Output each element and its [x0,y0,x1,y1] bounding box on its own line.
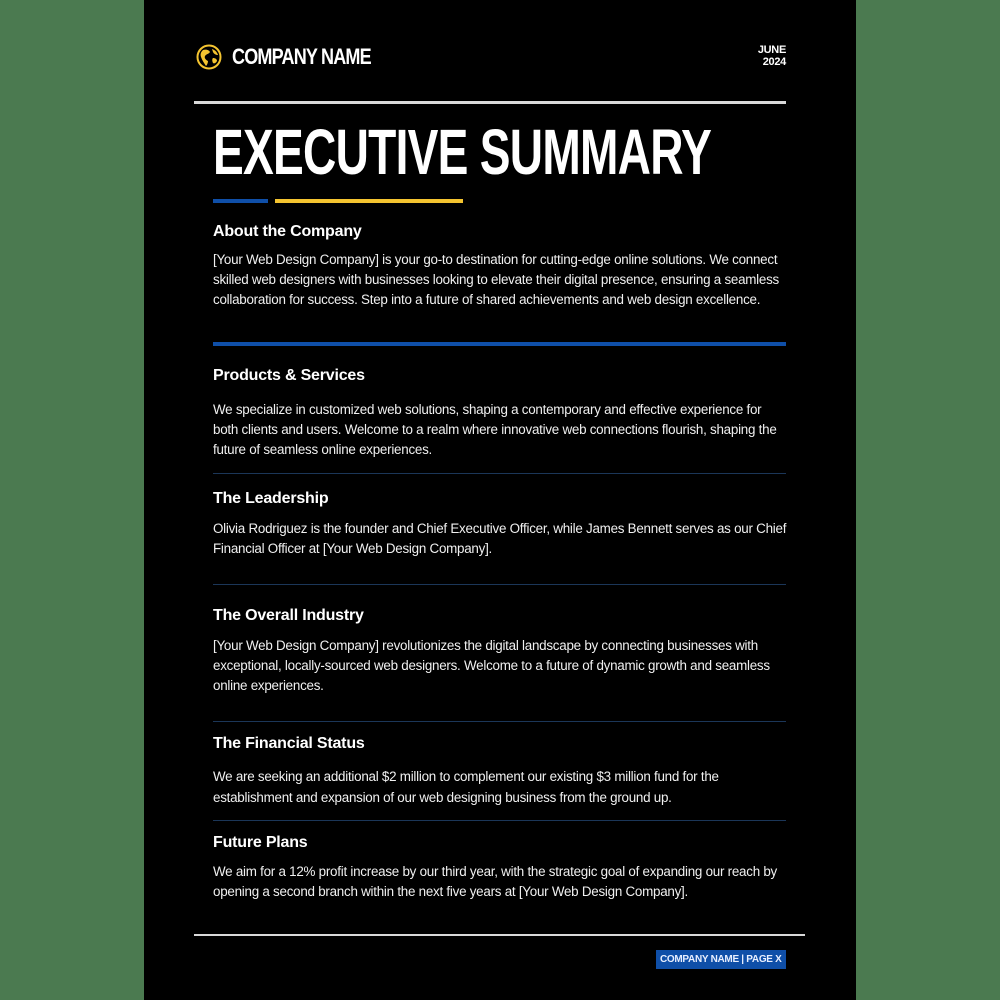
section-overall-industry [213,606,788,696]
footer-page-badge: COMPANY NAME | PAGE X [656,950,786,969]
globe-icon [196,44,222,70]
section-body: [Your Web Design Company] is your go-to destination for cutting-edge online solutions. We connect skilled web designers with businesses looking to elevate their digital presence, ensuring a seamless collaboration for success. Step into a future of shared achievements and web design excellence. [213,252,779,307]
section-products-services [213,366,788,460]
date-year: 2024 [762,56,786,68]
footer-divider [194,934,805,936]
document-page [144,0,856,1000]
header-divider [194,101,786,104]
page-title: EXECUTIVE SUMMARY [213,116,712,188]
report-date [758,44,786,68]
section-body: We specialize in customized web solutions, shaping a contemporary and effective experience for both clients and users. Welcome to a realm where innovative web connections flourish, shaping the future of seamless online experiences. [213,402,777,457]
section-leadership [213,489,788,559]
section-heading: About the Company [213,223,362,240]
section-heading: Products & Services [213,367,365,384]
section-financial-status [213,734,788,808]
section-divider [213,721,786,722]
section-body: [Your Web Design Company] revolutionizes the digital landscape by connecting businesses with exceptional, locally-sourced web designers. Welcome to a future of dynamic growth and seamless online experiences. [213,638,770,693]
section-divider [213,584,786,585]
section-heading: The Financial Status [213,735,365,752]
section-divider [213,473,786,474]
section-heading: The Overall Industry [213,607,364,624]
section-divider [213,342,786,346]
section-future-plans [213,833,788,902]
section-body: We are seeking an additional $2 million to complement our existing $3 million fund for the establishment and expansion of our web designing business from the ground up. [213,769,719,805]
section-divider [213,820,786,821]
date-month: JUNE [757,44,786,56]
section-heading: The Leadership [213,490,329,507]
company-name: COMPANY NAME [232,44,371,69]
section-body: Olivia Rodriguez is the founder and Chief Executive Officer, while James Bennett serves as our Chief Financial Officer at [Your Web Design Company]. [213,521,787,556]
section-heading: Future Plans [213,834,308,851]
section-body: We aim for a 12% profit increase by our third year, with the strategic goal of expanding our reach by opening a second branch within the next five years at [Your Web Design Company]. [213,864,778,899]
title-accent-yellow [275,199,463,203]
section-about-company [213,222,788,310]
title-accent-blue [213,199,268,203]
